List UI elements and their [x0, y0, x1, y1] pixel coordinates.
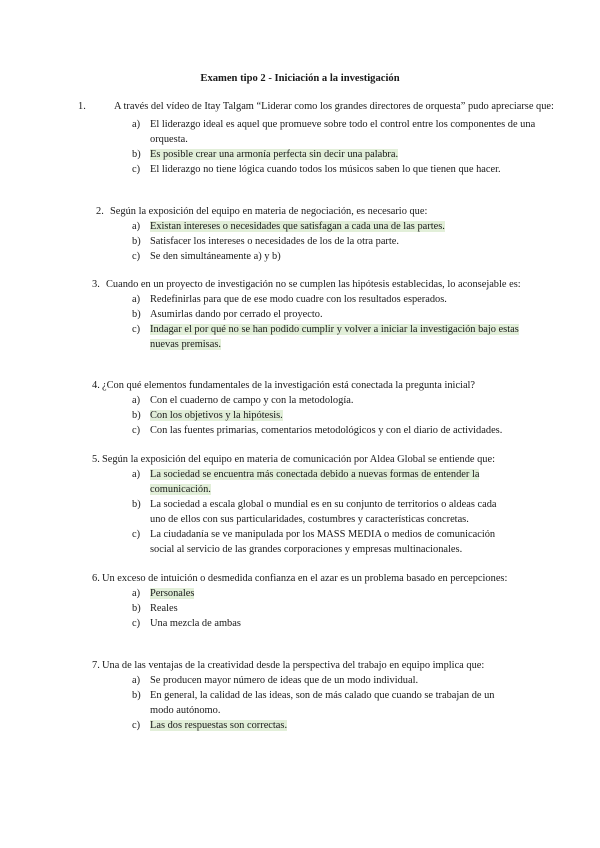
option-list: [132, 586, 532, 631]
option-a: [132, 467, 504, 497]
option-letter: a): [132, 469, 141, 480]
option-letter: c): [132, 425, 141, 436]
option-letter: c): [132, 324, 141, 335]
option-letter: c): [132, 529, 141, 540]
option-c: [132, 423, 552, 438]
option-text: Redefinirlas para que de ese modo cuadre con los resultados esperados.: [150, 294, 447, 305]
option-text: Reales: [150, 603, 178, 614]
option-b: [132, 497, 504, 527]
option-text: La ciudadanía se ve manipulada por los MASS MEDIA o medios de comunicación social al servicio de las grandes corporaciones y empresas multinacionales.: [150, 529, 496, 555]
option-c: [132, 616, 532, 631]
option-letter: a): [132, 294, 141, 305]
option-list: [132, 393, 552, 438]
option-list: [132, 117, 566, 177]
option-letter: a): [132, 221, 141, 232]
question-number: 4.: [92, 380, 100, 391]
option-letter: b): [132, 603, 141, 614]
option-letter: a): [132, 588, 141, 599]
option-list: [132, 467, 504, 557]
correct-answer-highlight: Personales: [150, 588, 195, 599]
question-1: [78, 99, 566, 177]
question-number: 3.: [92, 279, 100, 290]
option-b: [132, 688, 512, 718]
option-text: Se producen mayor número de ideas que de un modo individual.: [150, 675, 419, 686]
option-letter: b): [132, 309, 141, 320]
question-text: Cuando en un proyecto de investigación no se cumplen las hipótesis establecidas, lo aconsejable es:: [106, 279, 521, 290]
question-2: [96, 204, 566, 264]
option-a: [132, 219, 566, 234]
option-list: [132, 673, 512, 733]
option-letter: c): [132, 720, 141, 731]
option-text: Una mezcla de ambas: [150, 618, 241, 629]
option-c: [132, 162, 566, 177]
question-number: 6.: [92, 573, 100, 584]
option-letter: c): [132, 251, 141, 262]
question-text: Un exceso de intuición o desmedida confianza en el azar es un problema basado en percepciones:: [102, 573, 508, 584]
correct-answer-highlight: Existan intereses o necesidades que satisfagan a cada una de las partes.: [150, 221, 445, 232]
correct-answer-highlight: La sociedad se encuentra más conectada debido a nuevas formas de entender la comunicación.: [150, 469, 480, 495]
option-letter: c): [132, 164, 141, 175]
option-c: [132, 527, 504, 557]
option-letter: b): [132, 149, 141, 160]
option-letter: b): [132, 499, 141, 510]
question-6: [92, 571, 532, 631]
correct-answer-highlight: Las dos respuestas son correctas.: [150, 720, 288, 731]
question-text: Según la exposición del equipo en materia de negociación, es necesario que:: [110, 206, 428, 217]
option-b: [132, 601, 532, 616]
option-text: Se den simultáneamente a) y b): [150, 251, 281, 262]
option-list: [132, 292, 532, 352]
question-number: 5.: [92, 454, 100, 465]
option-text: En general, la calidad de las ideas, son de más calado que cuando se trabajan de un modo autónomo.: [150, 690, 495, 716]
question-5: [92, 452, 552, 557]
option-text: El liderazgo ideal es aquel que promueve sobre todo el control entre los componentes de una orquesta.: [150, 119, 536, 145]
option-b: [132, 408, 552, 423]
option-a: [132, 586, 532, 601]
option-letter: b): [132, 236, 141, 247]
question-text: ¿Con qué elementos fundamentales de la investigación está conectada la pregunta inicial?: [102, 380, 476, 391]
option-letter: a): [132, 119, 141, 130]
option-c: [132, 322, 522, 352]
option-text: Con el cuaderno de campo y con la metodología.: [150, 395, 354, 406]
option-text: La sociedad a escala global o mundial es en su conjunto de territorios o aldeas cada uno de ellos con sus particularidades, costumbres y características concretas.: [150, 499, 497, 525]
option-b: [132, 147, 566, 162]
option-list: [132, 219, 566, 264]
question-7: [92, 658, 552, 733]
option-a: [132, 292, 532, 307]
question-text: Según la exposición del equipo en materia de comunicación por Aldea Global se entiende que:: [102, 454, 495, 465]
question-text: Una de las ventajas de la creatividad desde la perspectiva del trabajo en equipo implica que:: [102, 660, 485, 671]
option-b: [132, 234, 566, 249]
option-c: [132, 718, 512, 733]
option-text: Satisfacer los intereses o necesidades de los de la otra parte.: [150, 236, 399, 247]
correct-answer-highlight: Indagar el por qué no se han podido cumplir y volver a iniciar la investigación bajo estas nuevas premisas.: [150, 324, 519, 350]
question-number: 2.: [96, 206, 104, 217]
option-letter: a): [132, 395, 141, 406]
question-3: [92, 277, 532, 352]
option-letter: b): [132, 410, 141, 421]
option-a: [132, 673, 512, 688]
question-4: [92, 378, 552, 438]
option-a: [132, 117, 566, 147]
option-b: [132, 307, 532, 322]
question-text: A través del vídeo de Itay Talgam “Liderar como los grandes directores de orquesta” pudo apreciarse que:: [114, 101, 554, 112]
option-letter: b): [132, 690, 141, 701]
page-title: Examen tipo 2 - Iniciación a la investigación: [200, 73, 400, 84]
correct-answer-highlight: Es posible crear una armonía perfecta sin decir una palabra.: [150, 149, 399, 160]
option-letter: a): [132, 675, 141, 686]
question-number: 7.: [92, 660, 100, 671]
option-c: [132, 249, 566, 264]
option-a: [132, 393, 552, 408]
question-number: 1.: [78, 101, 86, 112]
option-text: Asumirlas dando por cerrado el proyecto.: [150, 309, 323, 320]
correct-answer-highlight: Con los objetivos y la hipótesis.: [150, 410, 283, 421]
option-letter: c): [132, 618, 141, 629]
option-text: Con las fuentes primarias, comentarios metodológicos y con el diario de actividades.: [150, 425, 503, 436]
option-text: El liderazgo no tiene lógica cuando todos los músicos saben lo que tienen que hacer.: [150, 164, 501, 175]
